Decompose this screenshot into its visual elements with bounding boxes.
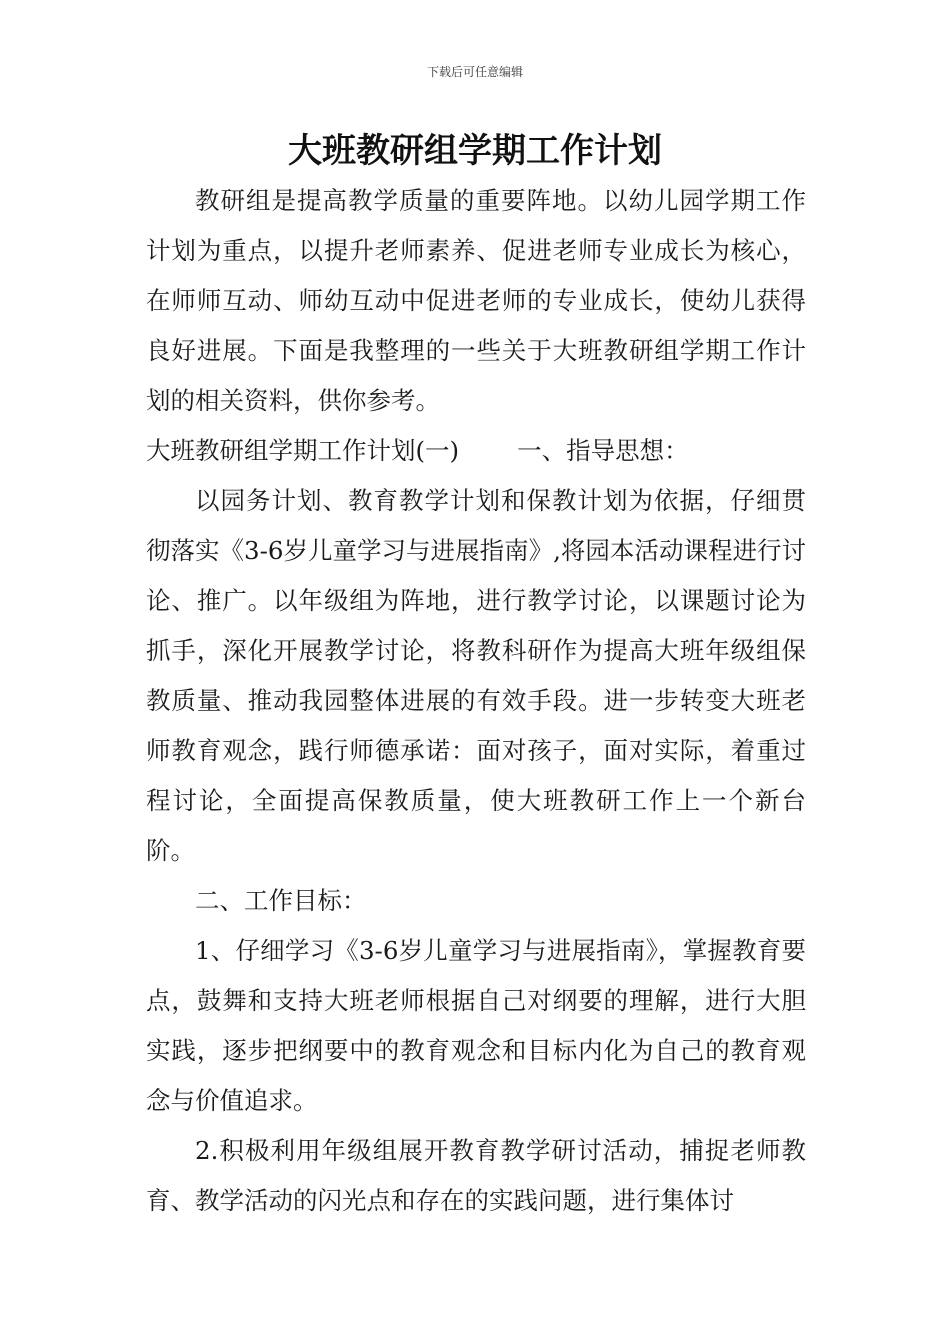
goal1-paragraph: 1、仔细学习《3-6岁儿童学习与进展指南》，掌握教育要点，鼓舞和支持大班老师根据自己对纲要的理解，进行大胆实践，逐步把纲要中的教育观念和目标内化为自己的教育观念与价值追求。 bbox=[146, 936, 806, 1115]
document-body bbox=[146, 176, 806, 1226]
goal2-paragraph: 2.积极利用年级组展开教育教学研讨活动，捕捉老师教育、教学活动的闪光点和存在的实践问题，进行集体讨 bbox=[146, 1136, 806, 1215]
document-title: 大班教研组学期工作计划 bbox=[288, 131, 662, 171]
plan-heading-line bbox=[146, 426, 806, 476]
section1-heading: 一、指导思想： bbox=[517, 436, 689, 465]
header-note: 下载后可任意编辑 bbox=[426, 65, 523, 79]
intro-paragraph: 教研组是提高教学质量的重要阵地。以幼儿园学期工作计划为重点，以提升老师素养、促进老师专业成长为核心，在师师互动、师幼互动中促进老师的专业成长，使幼儿获得良好进展。下面是我整理的一些关于大班教研组学期工作计划的相关资料，供你参考。 bbox=[146, 186, 806, 415]
section1-paragraph: 以园务计划、教育教学计划和保教计划为依据，仔细贯彻落实《3-6岁儿童学习与进展指南》,将园本活动课程进行讨论、推广。以年级组为阵地，进行教学讨论，以课题讨论为抓手，深化开展教学讨论，将教科研作为提高大班年级组保教质量、推动我园整体进展的有效手段。进一步转变大班老师教育观念，践行师德承诺：面对孩子，面对实际，着重过程讨论，全面提高保教质量，使大班教研工作上一个新台阶。 bbox=[146, 486, 806, 865]
plan-title: 大班教研组学期工作计划(一) bbox=[146, 436, 460, 465]
section2-heading: 二、工作目标： bbox=[195, 886, 367, 915]
